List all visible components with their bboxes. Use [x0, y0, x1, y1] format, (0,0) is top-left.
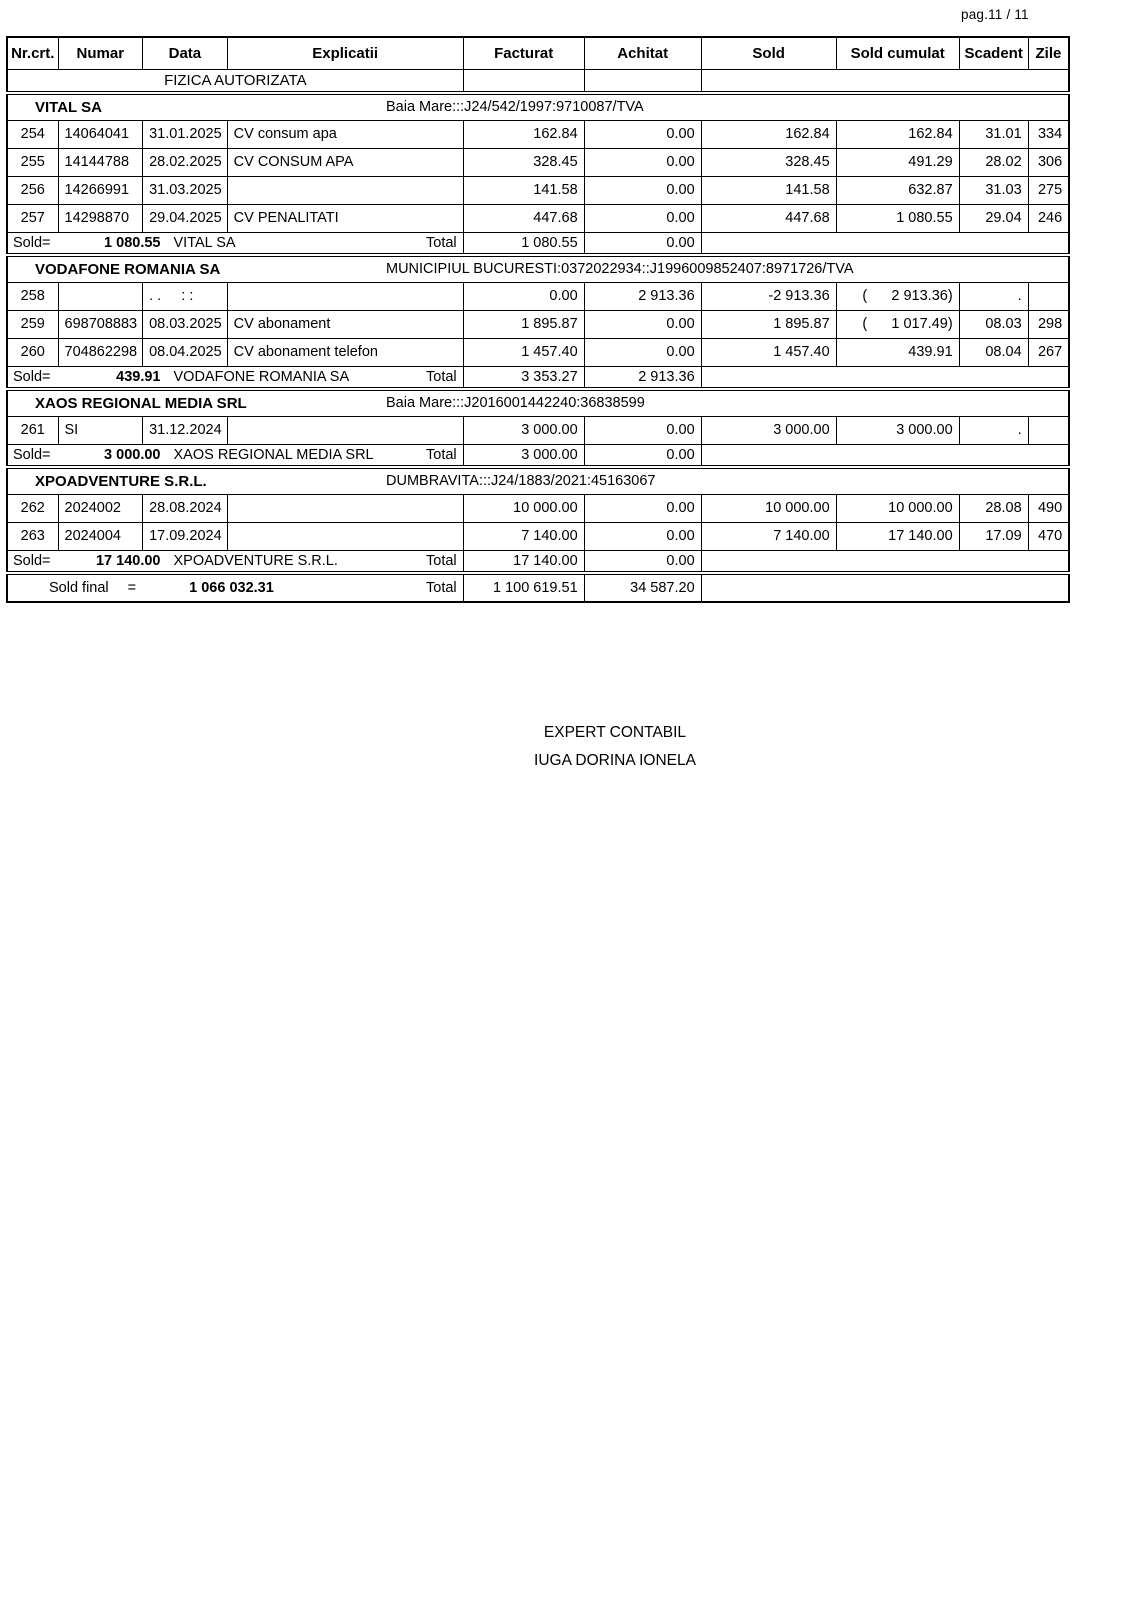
sold-summary-cell: [7, 366, 463, 389]
cell-sold-cumulat: 3 000.00: [836, 416, 959, 444]
sold-summary-cell: [7, 444, 463, 467]
cell-explicatii: CV abonament telefon: [227, 338, 463, 366]
cell-explicatii: [227, 416, 463, 444]
cell-sold-cumulat: ( 1 017.49): [836, 310, 959, 338]
sold-summary-cell: [7, 550, 463, 573]
cell-zile: [1028, 282, 1069, 310]
final-equals-sign: =: [127, 579, 137, 596]
cell-zile: 298: [1028, 310, 1069, 338]
cell-scadent: 17.09: [959, 522, 1028, 550]
cell-data: . . : :: [143, 282, 228, 310]
cell-facturat: 162.84: [463, 120, 584, 148]
cell-explicatii: CV abonament: [227, 310, 463, 338]
cell-scadent: .: [959, 282, 1028, 310]
carryover-label-cell: FIZICA AUTORIZATA: [7, 69, 463, 93]
final-rest-cell: [701, 573, 1069, 602]
cell-achitat: 0.00: [584, 416, 701, 444]
section-sold-row: [7, 444, 1069, 467]
sold-summary-cell: [7, 232, 463, 255]
sold-company-name: VITAL SA: [173, 234, 236, 251]
cell-sold-cumulat: 162.84: [836, 120, 959, 148]
cell-explicatii: CV CONSUM APA: [227, 148, 463, 176]
sold-achitat-total: 2 913.36: [584, 366, 701, 389]
sold-facturat-total: 3 353.27: [463, 366, 584, 389]
column-header-zile: Zile: [1028, 37, 1069, 69]
cell-numar: 14298870: [58, 204, 143, 232]
table-row: [7, 176, 1069, 204]
cell-sold-cumulat: 17 140.00: [836, 522, 959, 550]
cell-explicatii: CV consum apa: [227, 120, 463, 148]
cell-explicatii: [227, 494, 463, 522]
section-company-name: VITAL SA: [35, 98, 102, 116]
final-label-cell: [7, 573, 463, 602]
cell-facturat: 0.00: [463, 282, 584, 310]
cell-scadent: 28.02: [959, 148, 1028, 176]
final-total-label: Total: [426, 579, 457, 596]
cell-achitat: 2 913.36: [584, 282, 701, 310]
cell-nr-crt: 259: [7, 310, 58, 338]
sold-company-name: VODAFONE ROMANIA SA: [173, 368, 350, 385]
cell-data: 28.02.2025: [143, 148, 228, 176]
cell-achitat: 0.00: [584, 522, 701, 550]
cell-scadent: 31.03: [959, 176, 1028, 204]
cell-nr-crt: 260: [7, 338, 58, 366]
sold-company-name: XAOS REGIONAL MEDIA SRL: [173, 446, 374, 463]
cell-numar: 698708883: [58, 310, 143, 338]
sold-value: 17 140.00: [95, 552, 161, 569]
report-table: [6, 36, 1070, 603]
cell-explicatii: CV PENALITATI: [227, 204, 463, 232]
cell-zile: [1028, 416, 1069, 444]
cell-data: 08.03.2025: [143, 310, 228, 338]
cell-scadent: 08.03: [959, 310, 1028, 338]
cell-data: 17.09.2024: [143, 522, 228, 550]
sold-label: Sold=: [13, 368, 51, 385]
cell-achitat: 0.00: [584, 120, 701, 148]
cell-achitat: 0.00: [584, 204, 701, 232]
cell-nr-crt: 261: [7, 416, 58, 444]
cell-zile: 267: [1028, 338, 1069, 366]
cell-scadent: 29.04: [959, 204, 1028, 232]
cell-zile: 306: [1028, 148, 1069, 176]
cell-scadent: .: [959, 416, 1028, 444]
total-label: Total: [426, 368, 457, 385]
cell-facturat: 141.58: [463, 176, 584, 204]
cell-zile: 246: [1028, 204, 1069, 232]
column-header-data: Data: [143, 37, 228, 69]
section-header-row: [7, 389, 1069, 416]
cell-nr-crt: 254: [7, 120, 58, 148]
cell-sold-cumulat: ( 2 913.36): [836, 282, 959, 310]
table-row: [7, 148, 1069, 176]
final-sold-label: Sold final: [49, 579, 109, 596]
cell-sold-cumulat: 632.87: [836, 176, 959, 204]
sold-facturat-total: 3 000.00: [463, 444, 584, 467]
cell-explicatii: [227, 522, 463, 550]
table-row: [7, 494, 1069, 522]
cell-scadent: 08.04: [959, 338, 1028, 366]
table-header-row: [7, 37, 1069, 69]
sold-label: Sold=: [13, 446, 51, 463]
table-row: [7, 282, 1069, 310]
sold-facturat-total: 17 140.00: [463, 550, 584, 573]
column-header-nrcrt: Nr.crt.: [7, 37, 58, 69]
sold-facturat-total: 1 080.55: [463, 232, 584, 255]
sold-achitat-total: 0.00: [584, 232, 701, 255]
cell-numar: 2024004: [58, 522, 143, 550]
section-company-name: VODAFONE ROMANIA SA: [35, 260, 221, 278]
column-header-sold: Sold: [701, 37, 836, 69]
cell-sold: 10 000.00: [701, 494, 836, 522]
cell-sold-cumulat: 491.29: [836, 148, 959, 176]
cell-sold: 3 000.00: [701, 416, 836, 444]
section-registration-info: Baia Mare:::J24/542/1997:9710087/TVA: [386, 99, 644, 115]
total-label: Total: [426, 446, 457, 463]
cell-achitat: 0.00: [584, 338, 701, 366]
cell-sold: 1 457.40: [701, 338, 836, 366]
cell-achitat: 0.00: [584, 494, 701, 522]
cell-data: 29.04.2025: [143, 204, 228, 232]
section-header-cell: [7, 389, 1069, 416]
cell-nr-crt: 255: [7, 148, 58, 176]
table-row: [7, 522, 1069, 550]
column-header-explicatii: Explicatii: [227, 37, 463, 69]
section-header-row: [7, 467, 1069, 494]
cell-sold-cumulat: 439.91: [836, 338, 959, 366]
cell-explicatii: [227, 282, 463, 310]
signature-name: IUGA DORINA IONELA: [534, 752, 696, 769]
table-row: [7, 120, 1069, 148]
cell-facturat: 7 140.00: [463, 522, 584, 550]
cell-achitat: 0.00: [584, 310, 701, 338]
cell-achitat: 0.00: [584, 176, 701, 204]
signature-block: [534, 719, 696, 775]
column-header-scadent: Scadent: [959, 37, 1028, 69]
cell-data: 31.03.2025: [143, 176, 228, 204]
cell-facturat: 1 895.87: [463, 310, 584, 338]
carryover-achitat-cell: [584, 69, 701, 93]
cell-zile: 470: [1028, 522, 1069, 550]
cell-zile: 490: [1028, 494, 1069, 522]
sold-rest-cell: [701, 444, 1069, 467]
section-header-cell: [7, 93, 1069, 120]
cell-explicatii: [227, 176, 463, 204]
cell-numar: 14266991: [58, 176, 143, 204]
cell-sold: 162.84: [701, 120, 836, 148]
cell-scadent: 28.08: [959, 494, 1028, 522]
column-header-numar: Numar: [58, 37, 143, 69]
cell-nr-crt: 256: [7, 176, 58, 204]
final-sold-value: 1 066 032.31: [189, 579, 274, 596]
sold-achitat-total: 0.00: [584, 550, 701, 573]
cell-sold-cumulat: 10 000.00: [836, 494, 959, 522]
sold-rest-cell: [701, 550, 1069, 573]
cell-sold: 141.58: [701, 176, 836, 204]
cell-nr-crt: 257: [7, 204, 58, 232]
cell-facturat: 1 457.40: [463, 338, 584, 366]
table-row: [7, 204, 1069, 232]
cell-zile: 275: [1028, 176, 1069, 204]
table-row: [7, 416, 1069, 444]
section-sold-row: [7, 232, 1069, 255]
carryover-rest-cell: [701, 69, 1069, 93]
section-header-row: [7, 93, 1069, 120]
table-row: [7, 310, 1069, 338]
column-header-achitat: Achitat: [584, 37, 701, 69]
cell-sold-cumulat: 1 080.55: [836, 204, 959, 232]
final-achitat-value: 34 587.20: [584, 573, 701, 602]
table-row: [7, 338, 1069, 366]
section-registration-info: MUNICIPIUL BUCURESTI:0372022934::J1996009852407:8971726/TVA: [386, 261, 854, 277]
cell-numar: 14144788: [58, 148, 143, 176]
section-registration-info: DUMBRAVITA:::J24/1883/2021:45163067: [386, 473, 656, 489]
cell-sold: 1 895.87: [701, 310, 836, 338]
carryover-facturat-cell: [463, 69, 584, 93]
final-total-row: [7, 573, 1069, 602]
section-header-cell: [7, 255, 1069, 282]
cell-facturat: 447.68: [463, 204, 584, 232]
cell-scadent: 31.01: [959, 120, 1028, 148]
cell-zile: 334: [1028, 120, 1069, 148]
column-header-sold-cumulat: Sold cumulat: [836, 37, 959, 69]
cell-numar: 2024002: [58, 494, 143, 522]
cell-nr-crt: 263: [7, 522, 58, 550]
sold-rest-cell: [701, 232, 1069, 255]
cell-facturat: 328.45: [463, 148, 584, 176]
total-label: Total: [426, 234, 457, 251]
cell-data: 08.04.2025: [143, 338, 228, 366]
sold-value: 3 000.00: [104, 446, 161, 463]
cell-nr-crt: 262: [7, 494, 58, 522]
cell-facturat: 3 000.00: [463, 416, 584, 444]
sold-label: Sold=: [13, 552, 51, 569]
section-sold-row: [7, 550, 1069, 573]
cell-numar: 704862298: [58, 338, 143, 366]
column-header-facturat: Facturat: [463, 37, 584, 69]
section-header-cell: [7, 467, 1069, 494]
carryover-row: [7, 69, 1069, 93]
cell-facturat: 10 000.00: [463, 494, 584, 522]
cell-data: 28.08.2024: [143, 494, 228, 522]
total-label: Total: [426, 552, 457, 569]
sold-company-name: XPOADVENTURE S.R.L.: [173, 552, 338, 569]
section-header-row: [7, 255, 1069, 282]
final-facturat-value: 1 100 619.51: [463, 573, 584, 602]
cell-numar: 14064041: [58, 120, 143, 148]
cell-sold: -2 913.36: [701, 282, 836, 310]
sold-value: 1 080.55: [104, 234, 161, 251]
cell-data: 31.12.2024: [143, 416, 228, 444]
cell-sold: 7 140.00: [701, 522, 836, 550]
page-number: pag.11 / 11: [961, 7, 1029, 22]
cell-nr-crt: 258: [7, 282, 58, 310]
cell-data: 31.01.2025: [143, 120, 228, 148]
cell-sold: 328.45: [701, 148, 836, 176]
cell-numar: SI: [58, 416, 143, 444]
section-sold-row: [7, 366, 1069, 389]
sold-rest-cell: [701, 366, 1069, 389]
section-company-name: XPOADVENTURE S.R.L.: [35, 472, 207, 490]
sold-achitat-total: 0.00: [584, 444, 701, 467]
sold-label: Sold=: [13, 234, 51, 251]
signature-title: EXPERT CONTABIL: [543, 724, 687, 741]
section-registration-info: Baia Mare:::J2016001442240:36838599: [386, 395, 645, 411]
cell-numar: [58, 282, 143, 310]
section-company-name: XAOS REGIONAL MEDIA SRL: [35, 394, 247, 412]
cell-achitat: 0.00: [584, 148, 701, 176]
cell-sold: 447.68: [701, 204, 836, 232]
sold-value: 439.91: [116, 368, 161, 385]
